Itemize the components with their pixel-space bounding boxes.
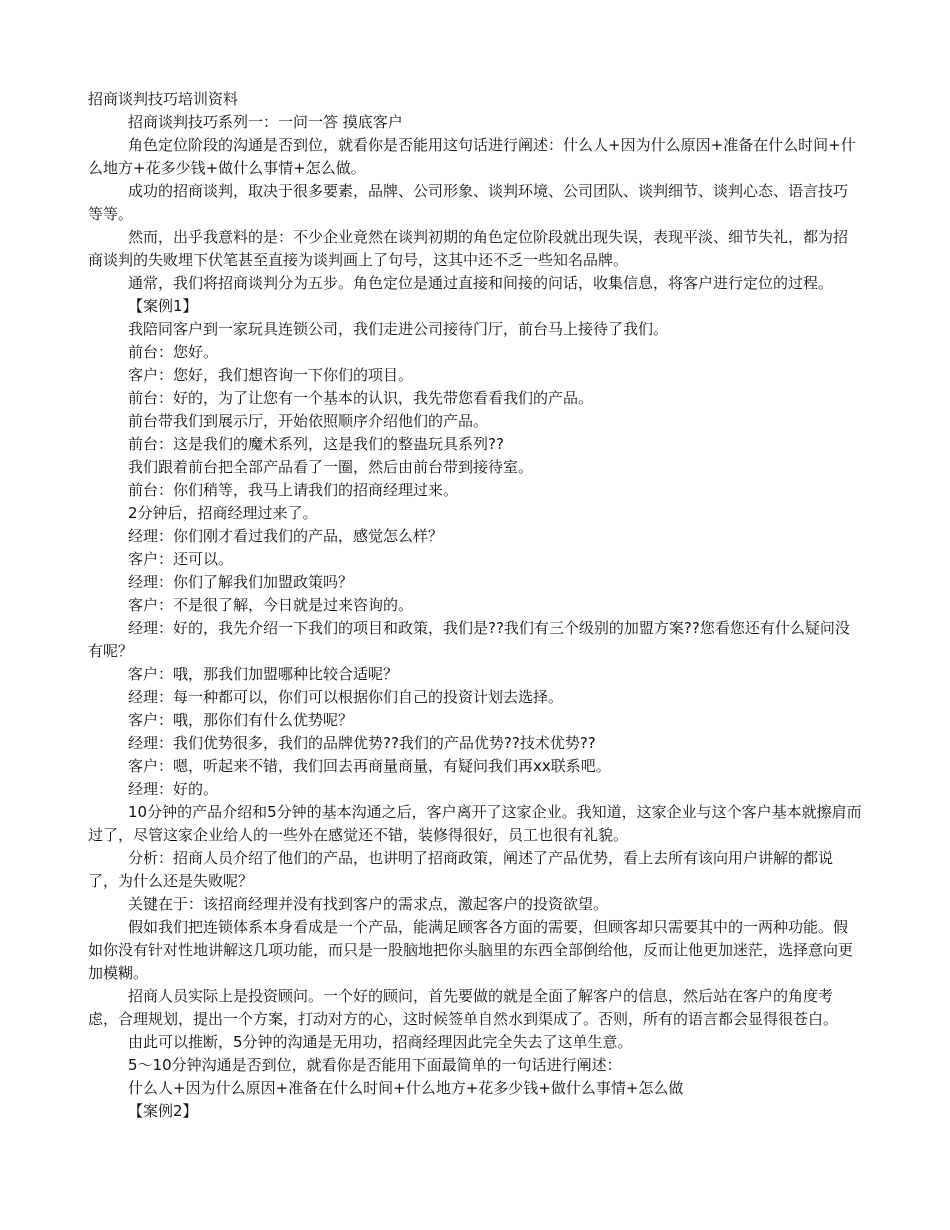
paragraph: 成功的招商谈判，取决于很多要素，品牌、公司形象、谈判环境、公司团队、谈判细节、谈判心态、语言技巧等等。 <box>88 182 849 223</box>
dialogue-line: 前台：好的，为了让您有一个基本的认识，我先带您看看我们的产品。 <box>128 389 594 407</box>
section-heading: 招商谈判技巧系列一：一问一答 摸底客户 <box>128 113 403 131</box>
paragraph: 我们跟着前台把全部产品看了一圈，然后由前台带到接待室。 <box>128 458 534 476</box>
dialogue-line: 经理：我们优势很多，我们的品牌优势??我们的产品优势??技术优势?? <box>128 734 596 752</box>
dialogue-line: 经理：你们了解我们加盟政策吗？ <box>128 573 354 591</box>
dialogue-line: 前台：这是我们的魔术系列，这是我们的整蛊玩具系列?? <box>128 435 504 453</box>
paragraph: 分析：招商人员介绍了他们的产品，也讲明了招商政策，阐述了产品优势，看上去所有该向用户讲解的都说了，为什么还是失败呢？ <box>88 849 834 890</box>
document-title: 招商谈判技巧培训资料 <box>88 90 239 108</box>
paragraph: 假如我们把连锁体系本身看成是一个产品，能满足顾客各方面的需要，但顾客却只需要其中的一两种功能。假如你没有针对性地讲解这几项功能，而只是一股脑地把你头脑里的东西全部倒给他，反而让他更加迷茫，选择意向更加模糊。 <box>88 918 854 982</box>
dialogue-line: 前台：您好。 <box>128 343 219 361</box>
paragraph: 5～10分钟沟通是否到位，就看你是否能用下面最简单的一句话进行阐述： <box>128 1056 622 1074</box>
paragraph: 角色定位阶段的沟通是否到位，就看你是否能用这句话进行阐述：什么人+因为什么原因+准备在什么时间+什么地方+花多少钱+做什么事情+怎么做。 <box>88 136 856 177</box>
dialogue-line: 客户：哦，那我们加盟哪种比较合适呢？ <box>128 665 399 683</box>
dialogue-line: 经理：你们刚才看过我们的产品，感觉怎么样？ <box>128 527 444 545</box>
dialogue-line: 客户：还可以。 <box>128 550 234 568</box>
paragraph: 2分钟后，招商经理过来了。 <box>128 504 318 522</box>
paragraph: 什么人+因为什么原因+准备在什么时间+什么地方+花多少钱+做什么事情+怎么做 <box>128 1079 684 1097</box>
paragraph: 然而，出乎我意料的是：不少企业竟然在谈判初期的角色定位阶段就出现失误，表现平淡、细节失礼，都为招商谈判的失败埋下伏笔甚至直接为谈判画上了句号，这其中还不乏一些知名品牌。 <box>88 228 849 269</box>
dialogue-line: 客户：不是很了解，今日就是过来咨询的。 <box>128 596 414 614</box>
dialogue-line: 前台：你们稍等，我马上请我们的招商经理过来。 <box>128 481 459 499</box>
case-heading: 【案例1】 <box>128 297 198 315</box>
paragraph: 由此可以推断，5分钟的沟通是无用功，招商经理因此完全失去了这单生意。 <box>128 1033 633 1051</box>
dialogue-line: 经理：好的，我先介绍一下我们的项目和政策，我们是??我们有三个级别的加盟方案??您看您还有什么疑问没有呢？ <box>88 619 850 660</box>
case-heading: 【案例2】 <box>128 1102 198 1120</box>
dialogue-line: 客户：哦，那你们有什么优势呢？ <box>128 711 354 729</box>
paragraph: 前台带我们到展示厅，开始依照顺序介绍他们的产品。 <box>128 412 489 430</box>
dialogue-line: 客户：您好，我们想咨询一下你们的项目。 <box>128 366 414 384</box>
paragraph: 招商人员实际上是投资顾问。一个好的顾问，首先要做的就是全面了解客户的信息，然后站在客户的角度考虑，合理规划，提出一个方案，打动对方的心，这时候签单自然水到渠成了。否则，所有的语言都会显得很苍白。 <box>88 987 839 1028</box>
paragraph: 关键在于：该招商经理并没有找到客户的需求点，激起客户的投资欲望。 <box>128 895 609 913</box>
dialogue-line: 经理：好的。 <box>128 780 219 798</box>
dialogue-line: 经理：每一种都可以，你们可以根据你们自己的投资计划去选择。 <box>128 688 564 706</box>
document-body <box>88 88 862 1123</box>
paragraph: 通常，我们将招商谈判分为五步。角色定位是通过直接和间接的问话，收集信息，将客户进行定位的过程。 <box>128 274 834 292</box>
paragraph: 10分钟的产品介绍和5分钟的基本沟通之后，客户离开了这家企业。我知道，这家企业与这个客户基本就擦肩而过了，尽管这家企业给人的一些外在感觉还不错，装修得很好，员工也很有礼貌。 <box>88 803 862 844</box>
paragraph: 我陪同客户到一家玩具连锁公司，我们走进公司接待门厅，前台马上接待了我们。 <box>128 320 669 338</box>
dialogue-line: 客户：嗯，听起来不错，我们回去再商量商量，有疑问我们再xx联系吧。 <box>128 757 611 775</box>
